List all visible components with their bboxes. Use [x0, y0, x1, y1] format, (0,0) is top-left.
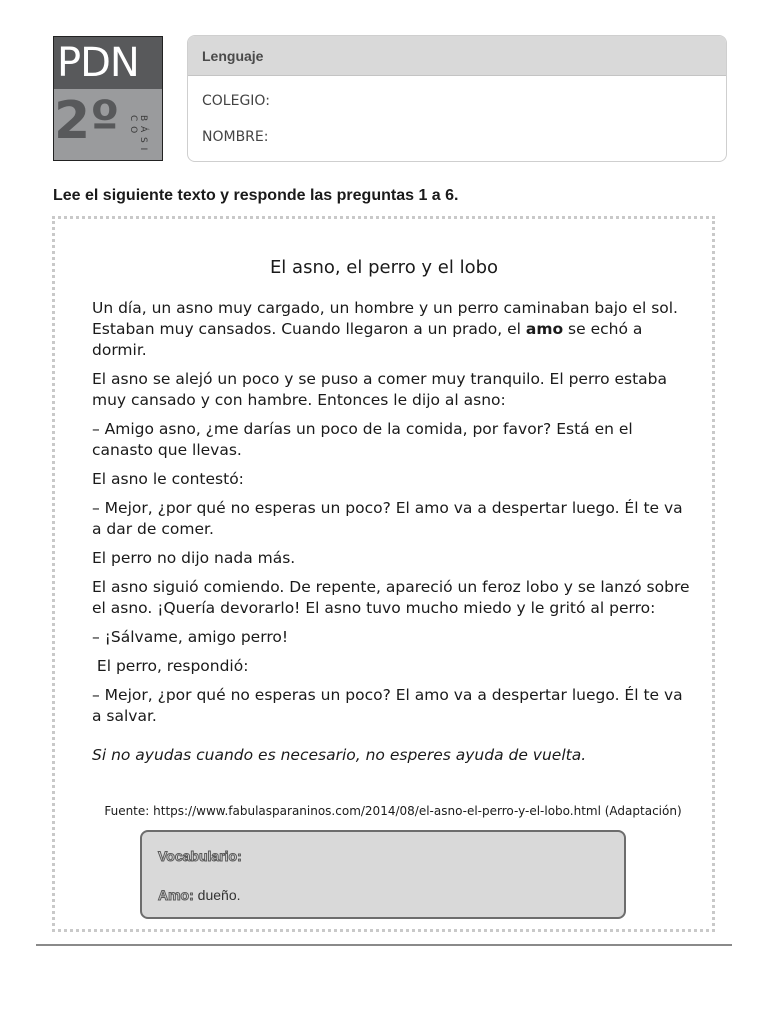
vocabulary-box — [140, 830, 626, 919]
vocabulary-entry — [158, 887, 241, 903]
student-header-box — [187, 35, 727, 162]
story-paragraph: El perro no dijo nada más. — [92, 549, 296, 567]
story-title: El asno, el perro y el lobo — [269, 257, 499, 278]
story-paragraph: – Mejor, ¿por qué no esperas un poco? El amo va a despertar luego. Él te va a dar de comer. — [92, 499, 683, 538]
subject-band — [188, 36, 726, 76]
story-paragraph: El perro, respondió: — [92, 657, 249, 675]
colegio-field-label: COLEGIO: — [202, 93, 270, 109]
logo-bottom-band — [54, 89, 162, 161]
story-moral: Si no ayudas cuando es necesario, no esperes ayuda de vuelta. — [92, 746, 587, 764]
story-paragraph: – Amigo asno, ¿me darías un poco de la comida, por favor? Está en el canasto que llevas. — [92, 420, 633, 459]
story-body — [92, 298, 692, 735]
vocabulary-title: Vocabulario: — [158, 848, 242, 864]
story-paragraph: El asno se alejó un poco y se puso a comer muy tranquilo. El perro estaba muy cansado y con hambre. Entonces le dijo al asno: — [92, 370, 668, 409]
nombre-field-label: NOMBRE: — [202, 129, 269, 145]
story-paragraph: El asno siguió comiendo. De repente, apareció un feroz lobo y se lanzó sobre el asno. ¡Quería devorarlo! El asno tuvo mucho miedo y le gritó al perro: — [92, 578, 690, 617]
logo-brand-text: PDN — [57, 40, 139, 86]
story-bold-word: amo — [525, 320, 564, 338]
instruction-text: Lee el siguiente texto y responde las preguntas 1 a 6. — [53, 187, 459, 204]
vocabulary-term: Amo: — [158, 887, 194, 903]
story-text: se echó a dormir. — [92, 320, 643, 359]
footer-divider — [36, 944, 732, 946]
logo-grade-text: 2º — [54, 91, 120, 151]
subject-label: Lenguaje — [202, 48, 264, 64]
vocabulary-definition: dueño. — [193, 887, 241, 903]
story-paragraph — [92, 298, 692, 361]
story-paragraph: – Mejor, ¿por qué no esperas un poco? El amo va a despertar luego. Él te va a salvar. — [92, 686, 683, 725]
source-citation: Fuente: https://www.fabulasparaninos.com/2014/08/el-asno-el-perro-y-el-lobo.html (Adaptación) — [104, 804, 682, 818]
pdn-logo — [53, 36, 163, 161]
story-paragraph: El asno le contestó: — [92, 470, 244, 488]
story-paragraph: – ¡Sálvame, amigo perro! — [92, 628, 289, 646]
logo-level-text: B Á S I C O — [128, 115, 148, 152]
story-text: Un día, un asno muy cargado, un hombre y un perro caminaban bajo el sol. Estaban muy cansados. Cuando llegaron a un prado, el — [92, 299, 678, 338]
logo-top-band — [54, 37, 162, 89]
